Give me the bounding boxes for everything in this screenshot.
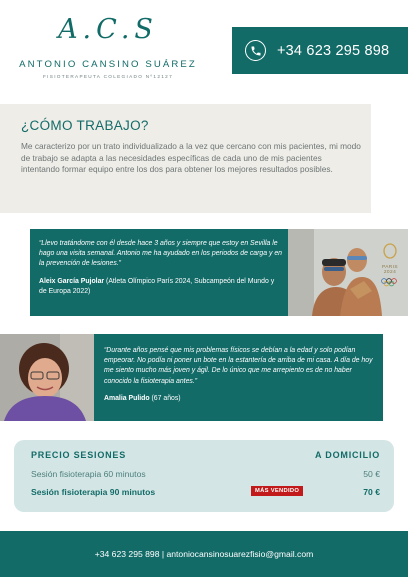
price-row bbox=[31, 469, 380, 479]
phone-icon bbox=[245, 40, 266, 61]
testimonial-author-line bbox=[39, 277, 282, 297]
price-table bbox=[14, 440, 394, 512]
testimonial-author: Aleix García Pujolar bbox=[39, 277, 105, 285]
testimonial-author: Amalia Pulido bbox=[104, 394, 150, 402]
physio-subtitle: FISIOTERAPEUTA COLEGIADO Nº12127 bbox=[43, 74, 173, 79]
testimonial-patient bbox=[94, 334, 383, 421]
price-row bbox=[31, 487, 380, 497]
price-row-value: 70 € bbox=[363, 487, 380, 497]
testimonial-quote: “Durante años pensé que mis problemas físicos se debían a la edad y solo podían empeorar. No podía ni poner un bote en la estantería de arriba de mi casa. A día de hoy me siento mucho más joven y ágil. De lo único que me arrepiento es de no haber conocido la fisioterapia antes.” bbox=[104, 347, 373, 385]
footer-contact[interactable] bbox=[0, 531, 408, 577]
how-i-work-section bbox=[0, 104, 371, 213]
how-i-work-title: ¿CÓMO TRABAJO? bbox=[21, 118, 149, 133]
testimonial-author-detail: (Atleta Olímpico París 2024, Subcampeón del Mundo y de Europa 2022) bbox=[39, 277, 275, 295]
phone-banner[interactable] bbox=[232, 27, 408, 74]
price-row-label: Sesión fisioterapia 90 minutos bbox=[31, 487, 156, 497]
price-header-sessions: PRECIO SESIONES bbox=[31, 450, 127, 460]
athlete-photo bbox=[288, 229, 408, 316]
patient-photo bbox=[0, 334, 94, 421]
footer-contact-text: +34 623 295 898 | antoniocansinosuarezfisio@gmail.com bbox=[94, 549, 314, 559]
best-seller-badge: MÁS VENDIDO bbox=[251, 486, 303, 496]
price-table-header bbox=[31, 450, 380, 467]
how-i-work-text: Me caracterizo por un trato individualizado a la vez que cercano con mis pacientes, mi modo de trabajo se adapta a las necesidades específicas de cada uno de mis pacientes intentando formar equipo entre los dos para obtener los mejores resultados posibles. bbox=[21, 141, 361, 174]
price-row-label: Sesión fisioterapia 60 minutos bbox=[31, 469, 146, 479]
testimonial-quote: “Llevo tratándome con él desde hace 3 años y siempre que estoy en Sevilla le hago una visita semanal. Antonio me ha ayudado en los periodos de carga y en la prevención de lesiones.” bbox=[39, 240, 282, 268]
phone-number: +34 623 295 898 bbox=[277, 42, 390, 59]
testimonial-author-detail: (67 años) bbox=[149, 394, 181, 402]
testimonial-author-line bbox=[104, 394, 375, 404]
testimonial-athlete bbox=[30, 229, 288, 316]
paris-2024-logo-text: PARIS 2024 bbox=[381, 265, 399, 275]
price-header-home: A DOMICILIO bbox=[315, 450, 380, 460]
price-row-value: 50 € bbox=[363, 469, 380, 479]
logo-initials: A.C.S bbox=[58, 14, 158, 45]
physio-name: ANTONIO CANSINO SUÁREZ bbox=[19, 59, 197, 70]
